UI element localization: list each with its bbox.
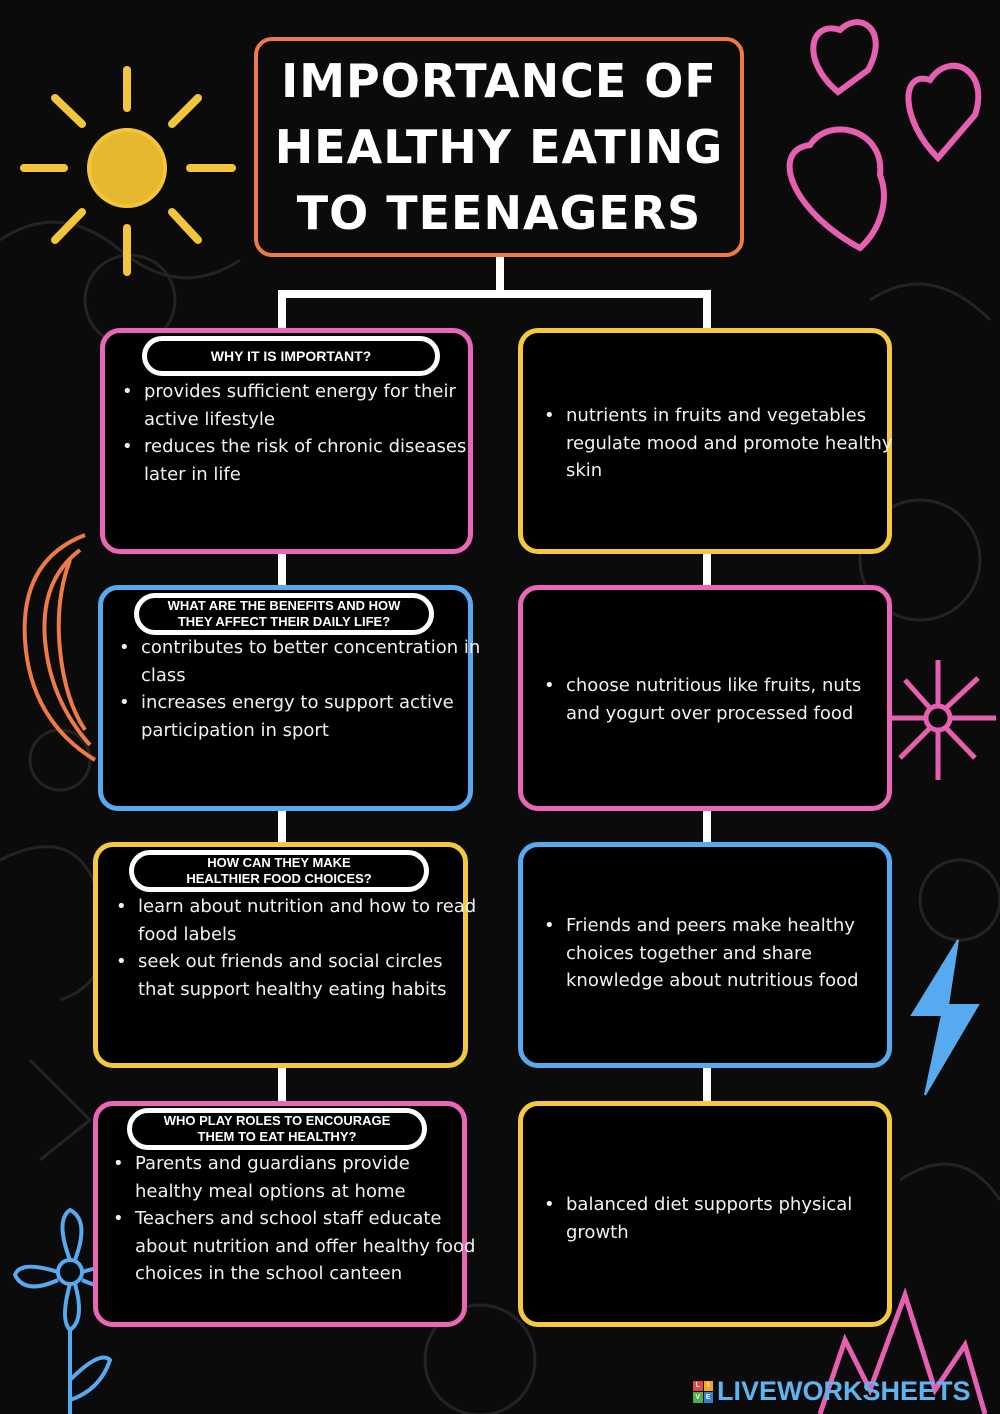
sun-icon <box>24 70 232 272</box>
left-points-3 <box>114 893 478 1003</box>
question-label-2 <box>134 593 434 635</box>
right-points-1 <box>542 402 896 485</box>
connector-title-stem <box>496 257 504 294</box>
liveworksheets-text: LIVEWORKSHEETS <box>717 1376 971 1406</box>
lightning-icon <box>912 940 978 1095</box>
question-label-1-line-1: WHY IT IS IMPORTANT? <box>210 347 372 364</box>
question-label-2-line-2: THEY AFFECT THEIR DAILY LIFE? <box>177 614 391 629</box>
logo-letter: L <box>693 1381 703 1392</box>
list-item: • nutrients in fruits and vegetables regulate mood and promote healthy skin <box>566 402 896 485</box>
question-label-3-line-1: HOW CAN THEY MAKE <box>207 855 351 870</box>
right-points-3 <box>542 912 886 995</box>
list-item: • provides sufficient energy for their active lifestyle <box>144 378 474 433</box>
flower-icon <box>890 660 996 780</box>
left-points-4 <box>111 1150 480 1288</box>
connector-right-3 <box>703 1066 711 1104</box>
question-label-3 <box>129 850 429 892</box>
title-box <box>254 37 744 257</box>
connector-right-drop <box>703 290 711 330</box>
list-item: • seek out friends and social circles that support healthy eating habits <box>138 948 478 1003</box>
list-item: • Friends and peers make healthy choices together and share knowledge about nutritious food <box>566 912 886 995</box>
right-points-4 <box>542 1191 886 1246</box>
liveworksheets-mark-icon <box>693 1381 713 1403</box>
list-item: • increases energy to support active participation in sport <box>141 689 481 744</box>
left-points-1 <box>120 378 474 488</box>
list-item: • Teachers and school staff educate about nutrition and offer healthy food choices in the school canteen <box>135 1205 480 1288</box>
scribble-icon <box>25 535 95 760</box>
logo-letter: I <box>704 1381 714 1392</box>
left-points-2 <box>117 634 481 744</box>
list-item: • choose nutritious like fruits, nuts and yogurt over processed food <box>566 672 886 727</box>
question-label-4-line-2: THEM TO EAT HEALTHY? <box>197 1129 357 1144</box>
question-label-4 <box>127 1108 427 1150</box>
question-label-1 <box>142 336 440 376</box>
liveworksheets-logo[interactable] <box>693 1376 971 1407</box>
question-label-2-line-1: WHAT ARE THE BENEFITS AND HOW <box>167 598 401 613</box>
logo-letter: E <box>704 1392 714 1403</box>
right-points-2 <box>542 672 886 727</box>
page-title: IMPORTANCE OF HEALTHY EATING TO TEENAGERS <box>274 54 724 240</box>
connector-horizontal <box>278 290 711 298</box>
list-item: • Parents and guardians provide healthy meal options at home <box>135 1150 480 1205</box>
question-label-3-line-2: HEALTHIER FOOD CHOICES? <box>186 871 372 886</box>
list-item: • contributes to better concentration in class <box>141 634 481 689</box>
hearts-icon <box>790 22 979 248</box>
connector-left-1 <box>278 553 286 588</box>
logo-letter: V <box>693 1392 703 1403</box>
list-item: • balanced diet supports physical growth <box>566 1191 886 1246</box>
question-label-4-line-1: WHO PLAY ROLES TO ENCOURAGE <box>163 1113 391 1128</box>
list-item: • reduces the risk of chronic diseases later in life <box>144 433 474 488</box>
connector-left-3 <box>278 1066 286 1104</box>
list-item: • learn about nutrition and how to read food labels <box>138 893 478 948</box>
connector-left-drop <box>278 290 286 330</box>
connector-right-1 <box>703 553 711 588</box>
